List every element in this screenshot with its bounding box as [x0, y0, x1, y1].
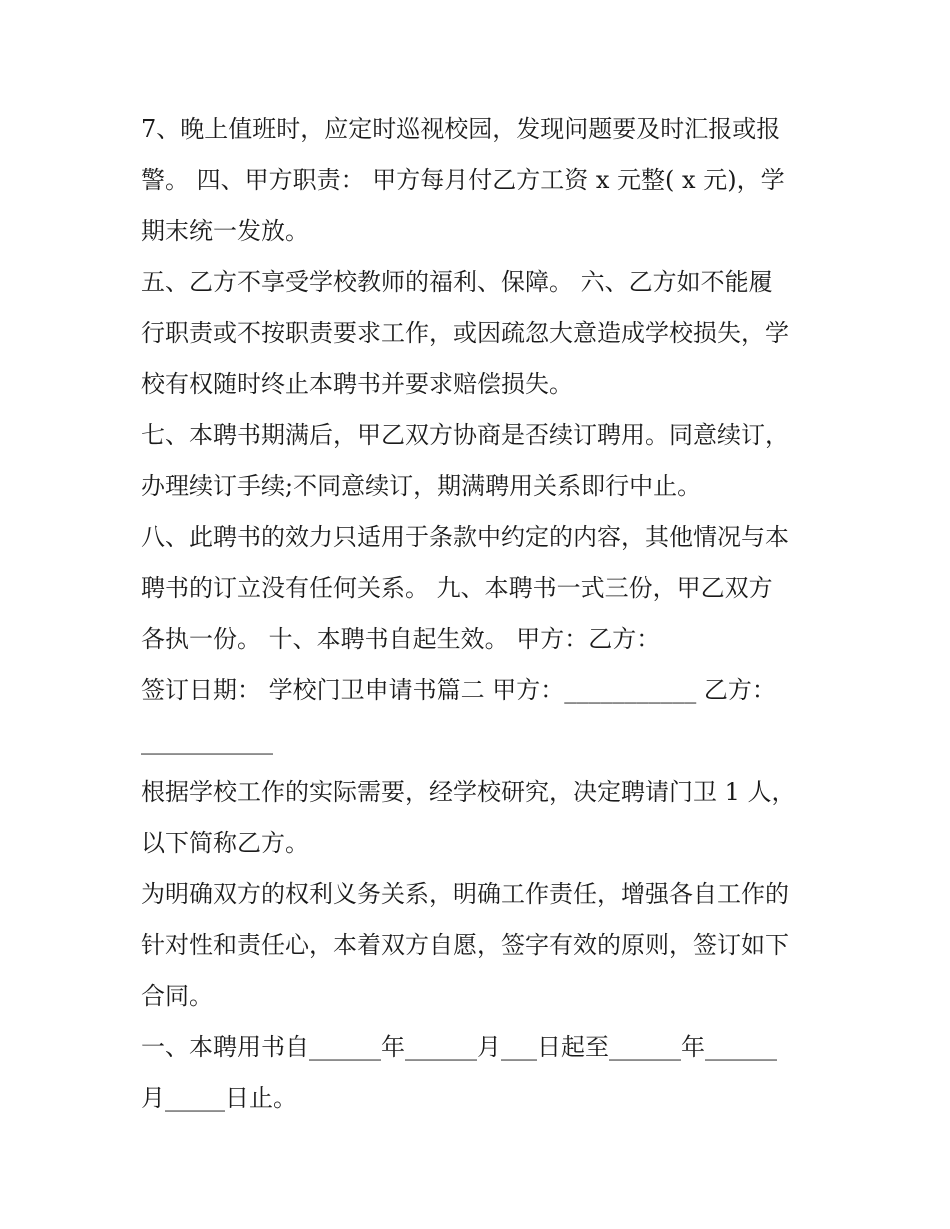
- text-line: 期末统一发放。: [141, 217, 309, 245]
- paragraph-signing: [141, 665, 821, 767]
- text-line: 聘书的订立没有任何关系。 九、本聘书一式三份，甲乙双方: [141, 574, 773, 602]
- text-line: 五、乙方不享受学校教师的福利、保障。 六、乙方如不能履: [141, 268, 773, 296]
- text-line: 针对性和责任心，本着双方自愿，签字有效的原则，签订如下: [141, 931, 789, 959]
- paragraph-hiring-intro: [141, 767, 821, 869]
- paragraph-purpose: [141, 869, 821, 1022]
- text-line: 合同。: [141, 982, 213, 1010]
- text-line: 校有权随时终止本聘书并要求赔偿损失。: [141, 370, 573, 398]
- text-line: 根据学校工作的实际需要，经学校研究，决定聘请门卫 1 人，: [141, 778, 796, 806]
- text-line: ___________: [141, 727, 273, 755]
- paragraph-clause-8-10: [141, 512, 821, 665]
- text-line: 行职责或不按职责要求工作，或因疏忽大意造成学校损失，学: [141, 319, 789, 347]
- text-line: 办理续订手续;不同意续订，期满聘用关系即行中止。: [141, 472, 702, 500]
- paragraph-clause-5-6: [141, 257, 821, 410]
- paragraph-clause-7: [141, 410, 821, 512]
- text-line: 月_____日止。: [141, 1084, 297, 1112]
- text-line: 七、本聘书期满后，甲乙双方协商是否续订聘用。同意续订，: [141, 421, 789, 449]
- text-line: 警。 四、甲方职责： 甲方每月付乙方工资 x 元整( x 元)，学: [141, 166, 785, 194]
- text-line: 为明确双方的权利义务关系，明确工作责任，增强各自工作的: [141, 880, 789, 908]
- text-line: 各执一份。 十、本聘书自起生效。 甲方：乙方：: [141, 625, 661, 653]
- text-line: 一、本聘用书自______年______月___日起至______年______: [141, 1033, 777, 1061]
- text-line: 八、此聘书的效力只适用于条款中约定的内容，其他情况与本: [141, 523, 789, 551]
- text-line: 以下简称乙方。: [141, 829, 309, 857]
- text-line: 7、晚上值班时，应定时巡视校园，发现问题要及时汇报或报: [141, 115, 781, 143]
- paragraph-term: [141, 1022, 821, 1124]
- document-body: [141, 104, 821, 1124]
- text-line: 签订日期： 学校门卫申请书篇二 甲方：___________ 乙方：: [141, 676, 776, 704]
- paragraph-duty-7: [141, 104, 821, 257]
